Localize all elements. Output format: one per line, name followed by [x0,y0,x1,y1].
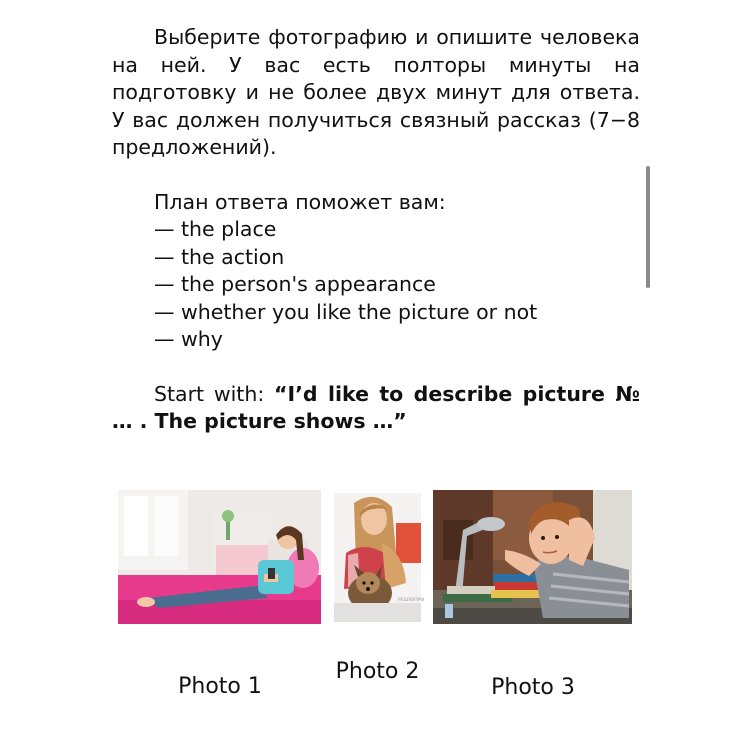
photo-2-illustration [334,493,425,622]
photo-3-illustration [433,490,632,624]
plan-title: План ответа поможет вам: [154,189,446,214]
photo-2-watermark: РЕШУВПРФ [398,598,425,603]
photo-3-image[interactable] [433,490,632,624]
photo-1-illustration [118,490,321,624]
photo-3-caption: Photo 3 [491,675,575,700]
plan-item-why: — why [154,327,223,351]
vertical-scrollbar[interactable] [646,166,650,288]
task-intro: Выберите фотографию и опишите человека на ней. У вас есть полторы минуты на подготовку и не более двух минут для ответа. У вас должен получиться связный рассказ (7−8 предложений). [112,25,640,159]
start-phrase: “I’d like to describe picture № … . The picture shows …” [112,381,640,433]
plan-item-place: — the place [154,217,277,241]
photo-2-caption: Photo 2 [335,659,420,684]
start-instruction [112,381,640,436]
plan-list [154,216,640,354]
start-label: Start with: [154,381,275,406]
photo-1-image[interactable] [118,490,321,624]
photo-2-image[interactable] [334,493,425,622]
plan-item-appearance: — the person's appearance [154,272,436,296]
task-text [112,24,640,436]
answer-plan [154,189,640,354]
plan-item-action: — the action [154,244,285,269]
photo-1-caption: Photo 1 [178,674,262,699]
plan-item-opinion: — whether you like the picture or not [154,299,538,324]
